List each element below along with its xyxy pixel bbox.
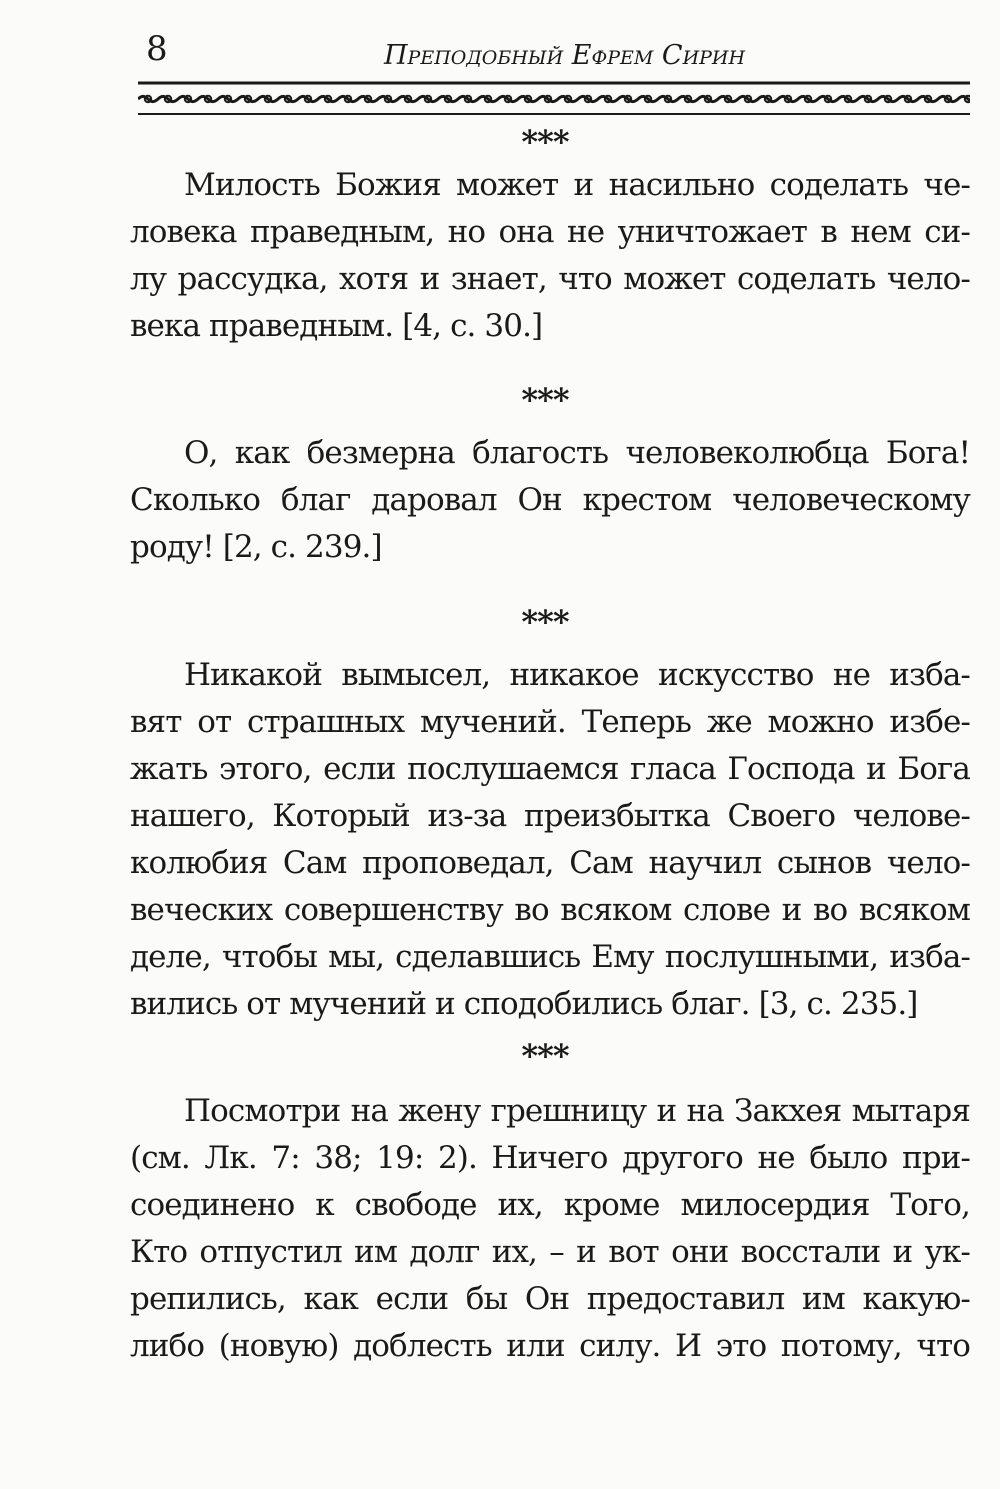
paragraph-4 (130, 1088, 970, 1370)
text-line: деле, чтобы мы, сделавшись Ему послушными, изба- (130, 939, 970, 975)
section-separator: *** (521, 1037, 569, 1075)
paragraph-2 (130, 430, 970, 571)
text-line: соединено к свободе их, кроме милосердия Того, (130, 1187, 970, 1223)
paragraph-1 (130, 162, 970, 350)
text-line: Милость Божия может и насильно соделать че- (184, 167, 970, 203)
paragraph-3 (130, 652, 970, 1028)
text-line: Посмотри на жену грешницу и на Закхея мытаря (184, 1093, 970, 1129)
text-line: (см. Лк. 7: 38; 19: 2). Ничего другого не было при- (130, 1140, 970, 1176)
text-line: вят от страшных мучений. Теперь же можно избе- (130, 704, 970, 740)
text-line: веческих совершенству во всяком слове и во всяком (130, 892, 970, 928)
text-line: Кто отпустил им долг их, – и вот они восстали и ук- (130, 1234, 970, 1270)
section-separator: *** (521, 123, 569, 161)
running-title: Преподобный Ефрем Сирин (384, 40, 746, 71)
text-line: либо (новую) доблесть или силу. И это потому, что (130, 1328, 970, 1364)
ornamental-rule (138, 80, 970, 116)
page-number: 8 (146, 29, 168, 69)
text-line: колюбия Сам проповедал, Сам научил сынов чело- (130, 845, 970, 881)
text-line: О, как безмерна благость человеколюбца Бога! (184, 435, 970, 471)
text-line: века праведным. [4, с. 30.] (130, 308, 543, 344)
text-line: лу рассудка, хотя и знает, что может соделать чело- (130, 261, 970, 297)
text-line: нашего, Который из-за преизбытка Своего челове- (130, 798, 970, 834)
text-line: роду! [2, с. 239.] (130, 529, 382, 565)
text-line: репились, как если бы Он предоставил им какую- (130, 1281, 970, 1317)
text-line: Никакой вымысел, никакое искусство не изба- (184, 657, 970, 693)
text-line: Сколько благ даровал Он крестом человеческому (130, 482, 970, 518)
text-line: жать этого, если послушаемся гласа Господа и Бога (130, 751, 970, 787)
section-separator: *** (521, 603, 569, 641)
text-line: вились от мучений и сподобились благ. [3, с. 235.] (130, 986, 918, 1022)
section-separator: *** (521, 381, 569, 419)
text-line: ловека праведным, но она не уничтожает в нем си- (130, 214, 970, 250)
